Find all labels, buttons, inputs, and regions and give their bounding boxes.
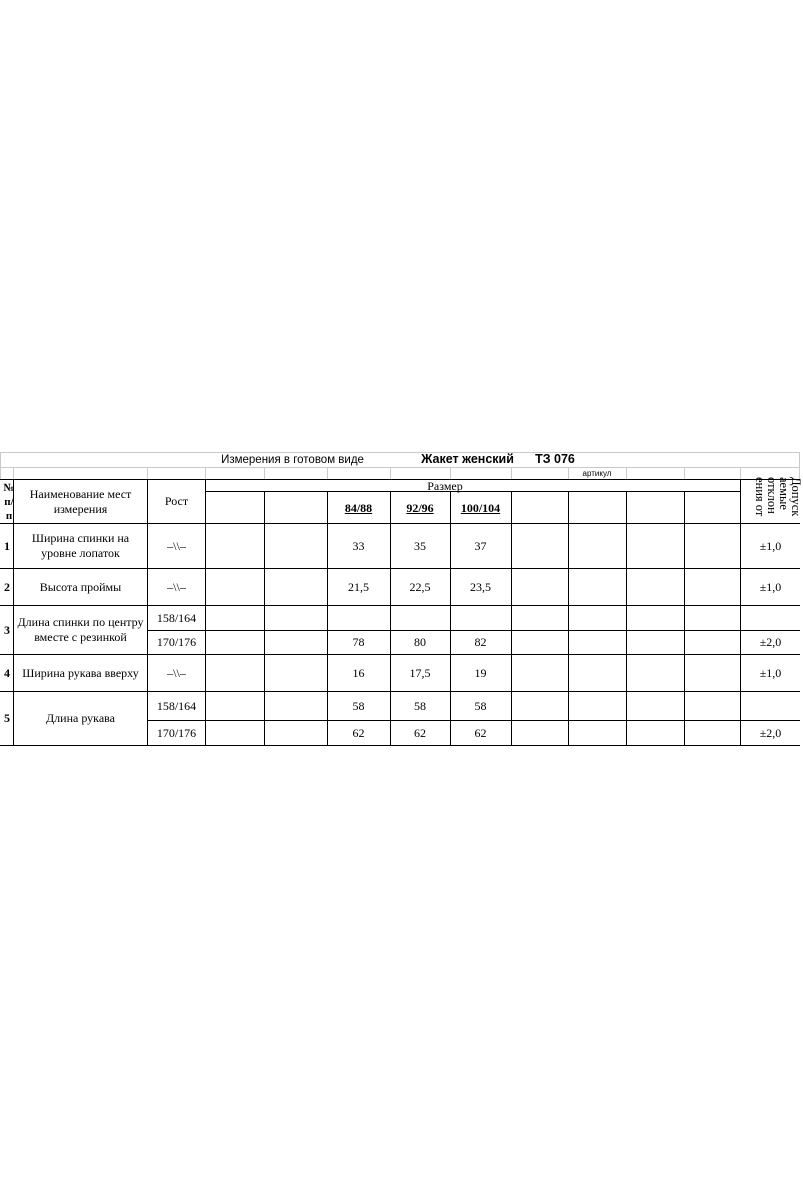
row-4-size-92-96: 17,5 (409, 665, 431, 680)
row-4-size-100-104: 19 (474, 665, 487, 680)
row-2-size-84-88: 21,5 (348, 579, 369, 594)
grid-line (0, 452, 1, 480)
row-2-name: Высота проймы (39, 579, 122, 594)
row-5b-size-92-96: 62 (414, 725, 426, 740)
article-label: артикул (582, 469, 612, 478)
column-header-size-92-96: 92/96 (406, 500, 434, 515)
column-header-tolerance (740, 478, 802, 524)
table-border (264, 491, 265, 745)
row-5-number: 5 (4, 711, 10, 725)
row-3-tolerance: ±2,0 (759, 635, 782, 649)
column-header-measurement-name: Наименование мест измерения (29, 486, 132, 516)
row-5b-size-84-88: 62 (352, 725, 365, 740)
row-1-height: –\\– (167, 538, 186, 553)
row-3-size-92-96: 80 (414, 635, 426, 649)
row-4-number: 4 (4, 665, 10, 680)
column-header-tolerance-text: Допуск аемые отклон ения от (753, 477, 803, 517)
row-3-size-84-88: 78 (352, 635, 365, 649)
row-4-size-84-88: 16 (352, 665, 365, 680)
grid-line (799, 452, 800, 480)
row-5-tolerance: ±2,0 (759, 725, 782, 740)
column-header-size: Размер (427, 478, 463, 493)
row-3-height-b: 170/176 (156, 635, 197, 649)
row-4-tolerance: ±1,0 (759, 665, 782, 680)
row-2-tolerance: ±1,0 (759, 579, 782, 594)
grid-line (0, 467, 800, 468)
column-header-size-84-88: 84/88 (344, 500, 373, 515)
row-2-number: 2 (4, 579, 10, 594)
table-border (0, 745, 800, 746)
row-1-tolerance: ±1,0 (759, 538, 782, 553)
row-5a-size-92-96: 58 (414, 698, 426, 713)
row-5a-size-84-88: 58 (352, 698, 365, 713)
grid-line (0, 452, 800, 453)
product-name: Жакет женский (421, 452, 514, 467)
table-border (568, 491, 569, 745)
row-5-name: Длина рукава (46, 711, 115, 725)
table-border (684, 491, 685, 745)
row-3-name: Длина спинки по центру вместе с резинкой (17, 615, 144, 644)
table-border (626, 491, 627, 745)
row-4-height: –\\– (167, 665, 186, 680)
row-1-size-92-96: 35 (414, 538, 426, 553)
row-3-height-a: 158/164 (156, 610, 197, 625)
row-3-size-100-104: 82 (474, 635, 487, 649)
row-5-height-b: 170/176 (156, 725, 197, 740)
table-border (511, 491, 512, 745)
spec-code: ТЗ 076 (535, 452, 575, 467)
table-border (205, 479, 206, 745)
row-3-number: 3 (4, 622, 10, 637)
row-2-height: –\\– (167, 579, 186, 594)
measurements-title: Измерения в готовом виде (221, 453, 364, 466)
row-1-size-84-88: 33 (352, 538, 365, 553)
row-5-height-a: 158/164 (156, 698, 197, 713)
row-5a-size-100-104: 58 (474, 698, 487, 713)
row-5b-size-100-104: 62 (474, 725, 487, 740)
column-header-height: Рост (164, 494, 189, 508)
row-4-name: Ширина рукава вверху (22, 665, 139, 680)
row-2-size-100-104: 23,5 (470, 579, 491, 594)
row-2-size-92-96: 22,5 (409, 579, 431, 594)
column-header-size-100-104: 100/104 (460, 500, 501, 515)
row-1-name: Ширина спинки на уровне лопаток (31, 531, 130, 560)
row-1-size-100-104: 37 (474, 538, 487, 553)
row-1-number: 1 (4, 538, 10, 553)
column-header-number: № п/ п (3, 482, 15, 522)
